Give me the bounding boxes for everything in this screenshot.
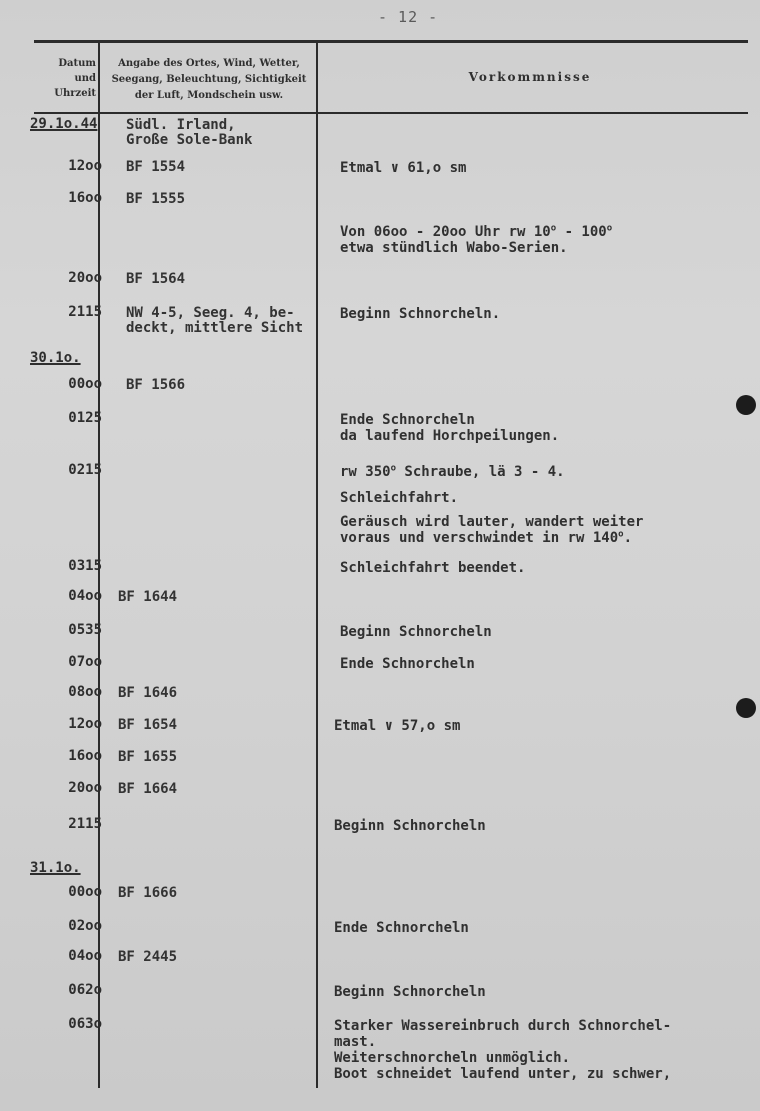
entry-time: 0315 (68, 558, 102, 574)
entry-event-line: Geräusch wird lauter, wandert weiter (340, 514, 644, 530)
entry-place-line: BF 1654 (118, 717, 178, 733)
entry-date: 31.1o. (30, 860, 81, 876)
entry-time: 0535 (68, 622, 102, 638)
entry-place-line: BF 1554 (126, 159, 186, 175)
entry-place-line: deckt, mittlere Sicht (126, 320, 304, 336)
entry-event-line: Ende Schnorcheln (340, 656, 475, 672)
entry-place (118, 950, 177, 965)
entry-time: 07oo (68, 654, 102, 670)
entry-event-line: Beginn Schnorcheln. (340, 306, 501, 322)
header-bottom-rule (34, 112, 748, 114)
entry-place-line: BF 1666 (118, 885, 178, 901)
entry-time: 00oo (68, 376, 102, 392)
entry-event-line: Ende Schnorcheln (334, 920, 469, 936)
header-place-column (104, 56, 314, 104)
entry-event (340, 560, 525, 576)
entry-event (334, 920, 469, 936)
header-date-column (34, 56, 96, 101)
entry-time: 0215 (68, 462, 102, 478)
entry-time: 20oo (68, 270, 102, 286)
entry-place-line: Südl. Irland, (126, 117, 236, 133)
entry-time: 063o (68, 1016, 102, 1032)
entry-event (340, 656, 475, 672)
entry-event-line: mast. (334, 1034, 377, 1050)
entry-place-line: BF 1655 (118, 749, 178, 765)
entry-event-line: Etmal ∨ 61,o sm (340, 160, 467, 176)
entry-event-line: Starker Wassereinbruch durch Schnorchel- (334, 1018, 672, 1034)
entry-time: 16oo (68, 748, 102, 764)
entry-time: 08oo (68, 684, 102, 700)
entry-event (340, 412, 559, 444)
entry-event-line: Von 06oo - 20oo Uhr rw 10$^o$ - 100$^o$ (340, 223, 613, 240)
entry-event-line: etwa stündlich Wabo-Serien. (340, 240, 568, 256)
entry-event (334, 718, 460, 734)
page-number: - 12 - (378, 8, 439, 26)
entry-event (340, 224, 612, 256)
entry-event-line: Schleichfahrt. (340, 490, 459, 506)
entry-event (340, 306, 500, 322)
punch-hole-icon (736, 698, 756, 718)
entry-place-line: BF 1566 (126, 377, 186, 393)
entry-place-line: BF 1555 (126, 191, 186, 207)
entry-time: 02oo (68, 918, 102, 934)
entry-place (126, 272, 185, 287)
entry-place (126, 306, 303, 336)
entry-event (334, 1018, 671, 1082)
entry-time: 12oo (68, 716, 102, 732)
entry-event-line: Schleichfahrt beendet. (340, 560, 526, 576)
entry-event-line: Boot schneidet laufend unter, zu schwer, (334, 1066, 672, 1082)
entry-event-line: Weiterschnorcheln unmöglich. (334, 1050, 571, 1066)
header-place-line: der Luft, Mondschein usw. (134, 90, 284, 101)
entry-event (340, 624, 492, 640)
entry-place-line: BF 1664 (118, 781, 178, 797)
entry-place (118, 782, 177, 797)
entry-time: 2115 (68, 816, 102, 832)
entry-time: 12oo (68, 158, 102, 174)
entry-time: 2115 (68, 304, 102, 320)
entry-place-line: Große Sole-Bank (126, 132, 253, 148)
entry-place (126, 378, 185, 393)
header-place-line: Seegang, Beleuchtung, Sichtigkeit (111, 74, 307, 85)
entry-place-line: BF 1644 (118, 589, 178, 605)
entry-event (334, 984, 486, 1000)
entry-time: 04oo (68, 948, 102, 964)
entry-time: 16oo (68, 190, 102, 206)
entry-event (334, 818, 486, 834)
punch-hole-icon (736, 395, 756, 415)
header-date-line: Datum (58, 58, 96, 69)
header-place-line: Angabe des Ortes, Wind, Wetter, (118, 58, 300, 69)
entry-place-line: BF 1646 (118, 685, 178, 701)
entry-place (118, 750, 177, 765)
entry-time: 0125 (68, 410, 102, 426)
entry-place-line: BF 1564 (126, 271, 186, 287)
entry-event-line: Beginn Schnorcheln (340, 624, 492, 640)
entry-event-line: da laufend Horchpeilungen. (340, 428, 560, 444)
entry-place (118, 686, 177, 701)
header-date-line: Uhrzeit (54, 88, 96, 99)
entry-event-line: Etmal ∨ 57,o sm (334, 718, 461, 734)
entry-event (340, 160, 466, 176)
top-rule (34, 40, 748, 43)
header-date-line: und (74, 73, 96, 84)
header-events-column: Vorkommnisse (468, 70, 592, 84)
entry-place-line: NW 4-5, Seeg. 4, be- (126, 305, 295, 321)
entry-time: 20oo (68, 780, 102, 796)
entry-place (118, 886, 177, 901)
place-column-rule (316, 43, 318, 1088)
entry-event-line: rw 350$^o$ Schraube, lä 3 - 4. (340, 463, 565, 480)
entry-place (126, 192, 185, 207)
entry-place (126, 118, 252, 148)
entry-place (118, 718, 177, 733)
entry-event-line: Beginn Schnorcheln (334, 818, 486, 834)
entry-date: 30.1o. (30, 350, 81, 366)
entry-event-line: Beginn Schnorcheln (334, 984, 486, 1000)
entry-event-line: Ende Schnorcheln (340, 412, 475, 428)
entry-date: 29.1o.44 (30, 116, 98, 132)
entry-place (126, 160, 185, 175)
entry-event-line: voraus und verschwindet in rw 140$^o$. (340, 529, 633, 546)
entry-time: 062o (68, 982, 102, 998)
entry-time: 00oo (68, 884, 102, 900)
entry-place (118, 590, 177, 605)
entry-time: 04oo (68, 588, 102, 604)
entry-place-line: BF 2445 (118, 949, 178, 965)
